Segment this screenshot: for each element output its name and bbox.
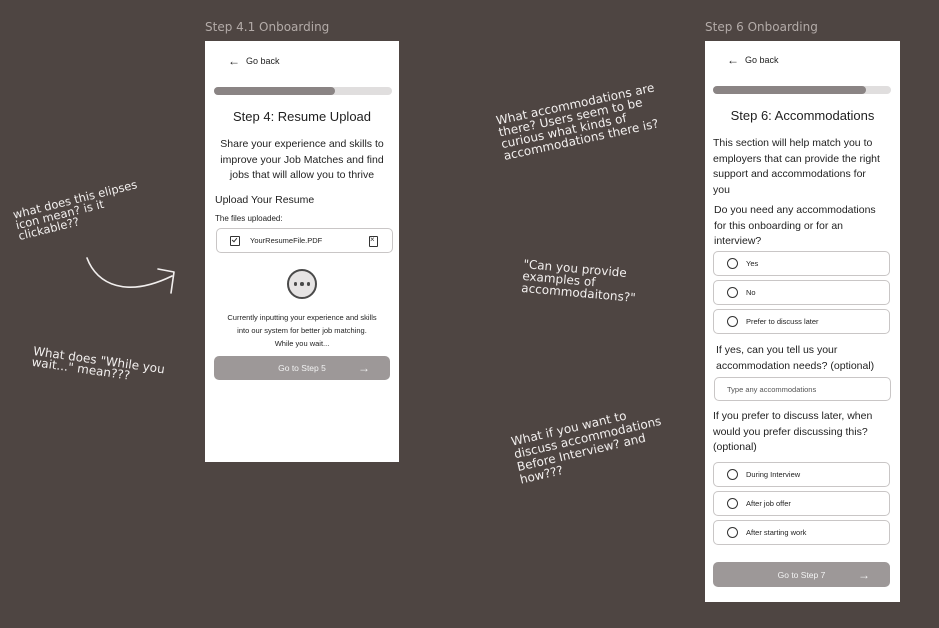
go-back-label: Go back [745,55,779,65]
option-no[interactable] [713,280,890,305]
option-prefer-later[interactable] [713,309,890,334]
arrow-left-icon: ← [228,54,240,68]
button-label: Go to Step 5 [278,363,326,373]
button-label: Go to Step 7 [777,569,826,580]
option-yes[interactable] [713,251,890,276]
option-label: No [746,288,756,297]
radio-icon [727,287,738,298]
go-back-label: Go back [246,56,280,66]
progress-fill [713,86,866,94]
checkbox-icon[interactable] [230,236,240,246]
option-after-starting-work[interactable] [713,520,890,545]
curved-arrow-icon [82,250,182,300]
progress-bar [713,86,891,94]
intro-text: This section will help match you to employers that can provide the right support and accommodations for you [713,137,880,196]
radio-icon [727,498,738,509]
uploaded-file-row [216,228,393,253]
option-label: Yes [746,259,759,268]
option-after-job-offer[interactable] [713,491,890,516]
option-during-interview[interactable] [713,462,890,487]
progress-bar [214,87,392,95]
page-title: Step 6: Accommodations [730,108,875,123]
option-label: After job offer [746,499,791,508]
ellipsis-annotation: what does this elipses icon mean? is it clickable?? [11,177,139,243]
file-name: YourResumeFile.PDF [250,236,323,245]
option-label: Prefer to discuss later [746,317,819,326]
go-back-link[interactable] [727,54,779,66]
question-accommodation-needs: If yes, can you tell us your accommodation needs? (optional) [716,344,875,372]
radio-icon [727,316,738,327]
left-frame-label: Step 4.1 Onboarding [205,20,330,34]
arrow-left-icon: ← [727,53,739,67]
option-label: After starting work [746,528,807,537]
radio-icon [727,469,738,480]
discuss-before-interview-annotation: What if you want to discuss accommodations Before Interview? and how??? [509,408,663,487]
accommodations-types-annotation: What accommodations are there? Users seem to be curious what kinds of accommodations there is? [494,80,660,163]
question-need-accommodations: Do you need any accommodations for this onboarding or for an interview? [714,204,876,247]
progress-fill [214,87,335,95]
right-frame-label: Step 6 Onboarding [705,20,818,34]
page-title: Step 4: Resume Upload [232,109,372,124]
go-back-link[interactable] [228,55,280,67]
trash-icon[interactable] [369,236,378,247]
while-you-wait-annotation: What does "While you wait..." mean??? [30,344,166,383]
arrow-right-icon: → [358,361,370,375]
examples-annotation: "Can you provide examples of accommodaitons?" [520,257,637,305]
resume-upload-screen [205,41,399,462]
radio-icon [727,527,738,538]
option-label: During Interview [746,470,801,479]
question-discuss-when: If you prefer to discuss later, when would you prefer discussing this? (optional) [713,410,873,453]
accommodations-screen [705,41,900,602]
upload-heading: Upload Your Resume [215,194,315,206]
processing-status: Currently inputting your experience and skills into our system for better job matching. While you wait... [227,313,377,348]
go-to-step-5-button[interactable] [214,356,390,380]
ellipsis-icon[interactable] [287,269,317,299]
radio-icon [727,258,738,269]
intro-text: Share your experience and skills to improve your Job Matches and find jobs that will allow you to thrive [220,138,384,181]
accommodations-input[interactable] [714,377,891,401]
arrow-right-icon: → [858,567,870,582]
go-to-step-7-button[interactable] [713,562,890,587]
files-label: The files uploaded: [215,214,283,223]
